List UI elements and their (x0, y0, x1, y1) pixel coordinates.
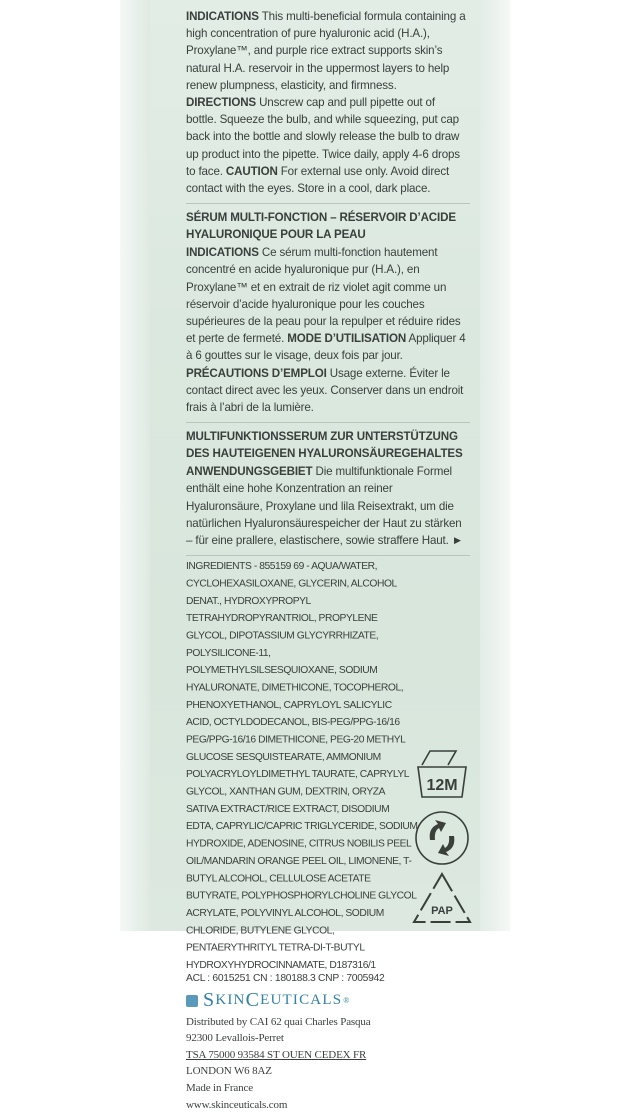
caution-label: CAUTION (225, 164, 278, 178)
indications-text: This multi-beneficial formula containing a high concentration of pure hyaluronic acid (H.A.), Proxylane™, and purple rice extract supports skin’s natural H.A. reservoir in the uppermost layers to help renew plumpness, elasticity, and firmness. (186, 10, 466, 92)
caution-text: For external use only. Avoid direct contact with the eyes. Store in a cool, dark place. (186, 164, 450, 196)
german-section (186, 429, 468, 549)
fr-precautions-text: Usage externe. Éviter le contact direct avec les yeux. Conserver dans un endroit frais à l’abri de la lumière. (186, 366, 464, 415)
registered-mark: ® (343, 996, 351, 1006)
brand-first-letter: S (203, 989, 216, 1012)
box-right-edge (480, 0, 510, 931)
english-section (186, 8, 468, 197)
de-area-label: ANWENDUNGSGEBIET (186, 465, 313, 479)
distributor-line-5: Made in France (186, 1082, 253, 1095)
german-heading: MULTIFUNKTIONSSERUM ZUR UNTERSTÜTZUNG DES HAUTEIGENEN HYALURONSÄUREGEHALTES (186, 430, 463, 460)
directions-text: Unscrew cap and pull pipette out of bottle. Squeeze the bulb, and while squeezing, put cap back into the bottle and slowly release the bulb to draw up product into the pipette. Twice daily, apply 4-6 drops to face. (186, 96, 460, 178)
distributor-line-1: Distributed by CAI 62 quai Charles Pasqua (186, 1015, 371, 1028)
brand-mark-icon (186, 995, 198, 1007)
distributor-address (186, 1014, 468, 1113)
french-section (186, 210, 468, 416)
open-jar-icon (408, 745, 476, 808)
distributor-line-4: LONDON W6 8AZ (186, 1065, 272, 1078)
divider (186, 422, 470, 423)
label-text (186, 8, 468, 1113)
recycle-arrows-icon (408, 810, 476, 871)
fr-precautions-label: PRÉCAUTIONS D’EMPLOI (186, 366, 327, 380)
divider (186, 203, 470, 204)
de-area-text: Die multifunktionale Formel enthält eine hohe Konzentration an reiner Hyaluronsäure, Proxylane und lila Reisextrakt, um die natürlichen Hyaluronsäurespeicher der Haut zu stärken – für eine prallere, elastischere, sowie straffere Haut. ► (186, 465, 464, 548)
directions-label: DIRECTIONS (186, 96, 256, 110)
recycle-triangle-icon (408, 870, 476, 933)
distributor-line-2: 92300 Levallois-Perret (186, 1032, 284, 1045)
brand-rest-a: KIN (215, 992, 246, 1009)
website-url: www.skinceuticals.com (186, 1098, 288, 1111)
fr-mode-text: Appliquer 4 à 6 gouttes sur le visage, deux fois par jour. (186, 332, 466, 363)
brand-mid-letter: C (245, 989, 261, 1012)
brand-logo (186, 989, 468, 1012)
brand-rest-b: EUTICALS (260, 992, 343, 1009)
distributor-line-3: TSA 75000 93584 ST OUEN CEDEX FR (186, 1048, 367, 1061)
french-heading: SÉRUM MULTI-FONCTION – RÉSERVOIR D’ACIDE HYALURONIQUE POUR LA PEAU (186, 211, 456, 241)
fr-mode-label: MODE D’UTILISATION (287, 332, 407, 346)
divider (186, 555, 470, 556)
box-left-edge (120, 0, 150, 931)
indications-label: INDICATIONS (186, 10, 259, 23)
pap-label: PAP (431, 905, 453, 917)
fr-indications-text: Ce sérum multi-fonction hautement concentré en acide hyaluronique pur (H.A.), en Proxylane™ et en extrait de riz violet agit comme un réservoir d’acide hyaluronique pour les couches supérieures de la peau pour la repulper et réduire rides et perte de fermeté. (186, 246, 461, 346)
fr-indications-label: INDICATIONS (186, 246, 259, 260)
ingredients-list: INGREDIENTS - 855159 69 - AQUA/WATER, CYCLOHEXASILOXANE, GLYCERIN, ALCOHOL DENAT., HYDROXYPROPYL TETRAHYDROPYRANTRIOL, PROPYLENE GLYCOL, DIPOTASSIUM GLYCYRRHIZATE, POLYSILICONE-11, POLYMETHYLSILSESQUIOXANE, SODIUM HYALURONATE, DIMETHICONE, TOCOPHEROL, PHENOXYETHANOL, CAPRYLOYL SALICYLIC ACID, OCTYLDODECANOL, BIS-PEG/PPG-16/16 PEG/PPG-16/16 DIMETHICONE, PEG-20 METHYL GLUCOSE SESQUISTEARATE, AMMONIUM POLYACRYLOYLDIMETHYL TAURATE, CAPRYLYL GLYCOL, XANTHAN GUM, DEXTRIN, ORYZA SATIVA EXTRACT/RICE EXTRACT, DISODIUM EDTA, CAPRYLIC/CAPRIC TRIGLYCERIDE, SODIUM HYDROXIDE, ADENOSINE, CITRUS NOBILIS PEEL OIL/MANDARIN ORANGE PEEL OIL, LIMONENE, T-BUTYL ALCOHOL, CELLULOSE ACETATE BUTYRATE, POLYPHOSPHORYLCHOLINE GLYCOL ACRYLATE, POLYVINYL ALCOHOL, SODIUM CHLORIDE, BUTYLENE GLYCOL, PENTAERYTHRITYL TETRA-DI-T-BUTYL HYDROXYHYDROCINNAMATE, D187316/1 (186, 561, 418, 972)
pao-label: 12M (426, 777, 458, 794)
product-codes: ACL : 6015251 CN : 180188.3 CNP : 7005942 (186, 973, 385, 985)
